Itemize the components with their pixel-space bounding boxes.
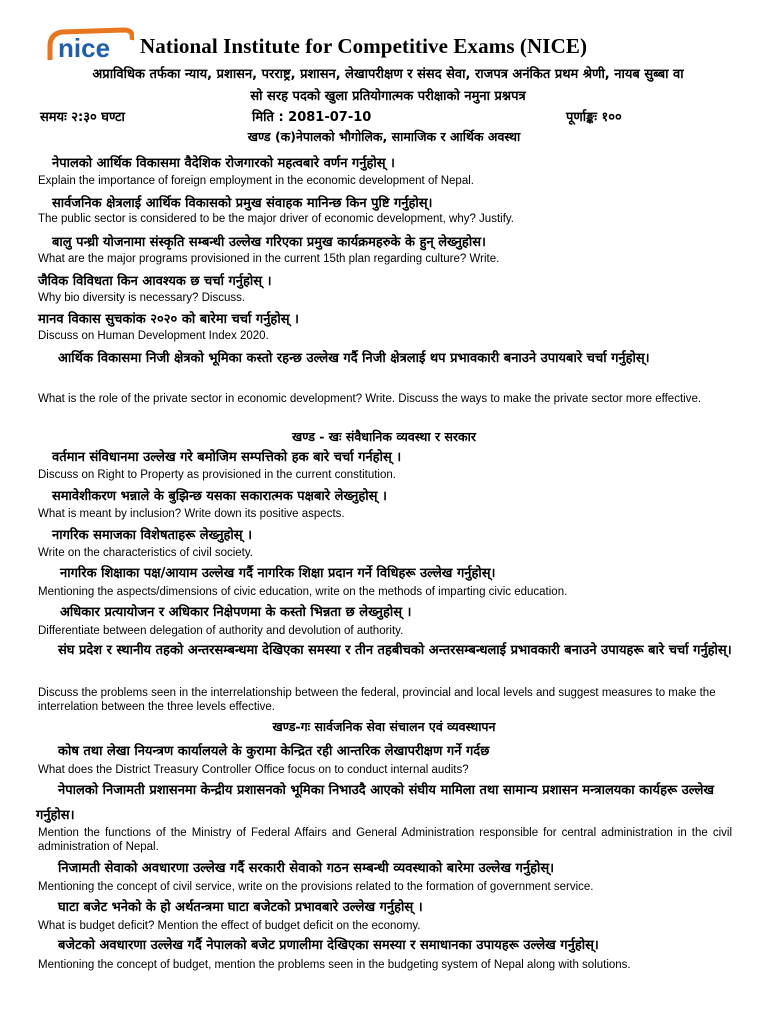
question-np: जैविक विविधता किन आवश्यक छ चर्चा गर्नुहोस् । bbox=[38, 274, 272, 289]
question-np: मानव विकास सुचकांक २०२० को बारेमा चर्चा गर्नुहोस् । bbox=[38, 312, 299, 327]
question-en: What are the major programs provisioned in the current 15th plan regarding culture? Write. bbox=[38, 253, 500, 265]
full-marks: पूर्णाङ्कः १०० bbox=[566, 110, 622, 125]
question-np: नेपालको निजामती प्रशासनमा केन्द्रीय प्रशासनको भूमिका निभाउदै आएको संघीय मामिला तथा सामान्य प्रशासन मन्त्रालयका कार्यहरू उल्लेख गर्नुहोस। bbox=[36, 783, 715, 823]
question-np: नागरिक समाजका विशेषताहरू लेख्नुहोस् । bbox=[52, 528, 253, 543]
question-np: नेपालको आर्थिक विकासमा वैदेशिक रोजगारको महत्वबारे वर्णन गर्नुहोस् । bbox=[52, 156, 395, 171]
question-en: Explain the importance of foreign employment in the economic development of Nepal. bbox=[38, 175, 474, 187]
question-np: बजेटको अवधारणा उल्लेख गर्दै नेपालको बजेट प्रणालीमा देखिएका समस्या र समाधानका उपायहरू उल्लेख गर्नुहोस्। bbox=[58, 938, 599, 953]
question-en: Mentioning the concept of budget, mention the problems seen in the budgeting system of Nepal along with solutions. bbox=[38, 959, 631, 971]
question-en: Why bio diversity is necessary? Discuss. bbox=[38, 292, 246, 304]
question-en: Mentioning the concept of civil service, write on the provisions related to the formation of government service. bbox=[38, 881, 594, 893]
exam-date: मिति : 2081-07-10 bbox=[252, 110, 372, 125]
question-en: Differentiate between delegation of authority and devolution of authority. bbox=[38, 625, 404, 637]
logo-text: nice bbox=[58, 33, 111, 62]
page-title: National Institute for Competitive Exams (NICE) bbox=[140, 34, 588, 58]
question-np: घाटा बजेट भनेको के हो अर्थतन्त्रमा घाटा बजेटको प्रभावबारे उल्लेख गर्नुहोस् । bbox=[58, 900, 423, 915]
question-np: आर्थिक विकासमा निजी क्षेत्रको भूमिका कस्तो रहन्छ उल्लेख गर्दै निजी क्षेत्रलाई थप प्रभावकारी बनाउने उपायबारे चर्चा गर्नुहोस्। bbox=[58, 351, 650, 366]
question-en: What is meant by inclusion? Write down its positive aspects. bbox=[38, 508, 345, 520]
section-heading: खण्ड-गः सार्वजनिक सेवा संचालन एवं व्यवस्थापन bbox=[272, 719, 496, 734]
question-en: Mention the functions of the Ministry of Federal Affairs and General Administration responsible for central administration in the civil administration of Nepal. bbox=[38, 827, 732, 853]
question-en: The public sector is considered to be the major driver of economic development, why? Justify. bbox=[38, 213, 514, 225]
exam-time: समयः २:३० घण्टा bbox=[40, 110, 125, 125]
question-np: कोष तथा लेखा नियन्त्रण कार्यालयले के कुरामा केन्द्रित रही आन्तरिक लेखापरीक्षण गर्ने गर्दछ bbox=[58, 744, 490, 759]
question-np: सार्वजनिक क्षेत्रलाई आर्थिक विकासको प्रमुख संवाहक मानिन्छ किन पुष्टि गर्नुहोस्। bbox=[52, 196, 433, 211]
section-heading: खण्ड (क)नेपालको भौगोलिक, सामाजिक र आर्थिक अवस्था bbox=[247, 129, 521, 144]
question-en: Write on the characteristics of civil society. bbox=[38, 547, 253, 559]
question-np: बालु पन्ध्री योजनामा संस्कृति सम्बन्धी उल्लेख गरिएका प्रमुख कार्यक्रमहरुके के हुन् लेख्नुहोस। bbox=[52, 235, 486, 250]
question-en: Discuss the problems seen in the interrelationship between the federal, provincial and local levels and suggest measures to make the interrelation between the three levels effective. bbox=[38, 687, 716, 713]
question-np: समावेशीकरण भन्नाले के बुझिन्छ यसका सकारात्मक पक्षबारे लेख्नुहोस् । bbox=[52, 489, 387, 504]
question-np: निजामती सेवाको अवधारणा उल्लेख गर्दै सरकारी सेवाको गठन सम्बन्धी व्यवस्थाको बारेमा उल्लेख गर्नुहोस्। bbox=[58, 861, 555, 876]
question-en: Discuss on Right to Property as provisioned in the current constitution. bbox=[38, 469, 396, 481]
question-en: Mentioning the aspects/dimensions of civic education, write on the methods of imparting civic education. bbox=[38, 586, 568, 598]
question-np: वर्तमान संविधानमा उल्लेख गरे बमोजिम सम्पत्तिको हक बारे चर्चा गर्नहोस् । bbox=[52, 450, 402, 465]
question-en: What does the District Treasury Controller Office focus on to conduct internal audits? bbox=[38, 764, 469, 776]
question-en: Discuss on Human Development Index 2020. bbox=[38, 330, 269, 342]
question-np: नागरिक शिक्षाका पक्ष/आयाम उल्लेख गर्दै नागरिक शिक्षा प्रदान गर्ने विधिहरू उल्लेख गर्नुहोस्। bbox=[60, 566, 496, 581]
question-en: What is the role of the private sector in economic development? Write. Discuss the ways to make the private sector more effective. bbox=[38, 393, 702, 405]
subtitle-line-1: अप्राविधिक तर्फका न्याय, प्रशासन, परराष्ट्र, प्रशासन, लेखापरीक्षण र संसद सेवा, राजपत्र अनंकित प्रथम श्रेणी, नायब सुब्बा वा bbox=[92, 67, 684, 82]
subtitle-line-2: सो सरह पदको खुला प्रतियोगात्मक परीक्षाको नमुना प्रश्नपत्र bbox=[250, 89, 526, 104]
question-np: अधिकार प्रत्यायोजन र अधिकार निक्षेपणमा के कस्तो भिन्नता छ लेख्नुहोस् । bbox=[60, 605, 412, 620]
nice-logo bbox=[44, 26, 134, 62]
question-en: What is budget deficit? Mention the effect of budget deficit on the economy. bbox=[38, 920, 421, 932]
section-heading: खण्ड - खः संवैधानिक व्यवस्था र सरकार bbox=[292, 429, 476, 444]
question-np: संघ प्रदेश र स्थानीय तहको अन्तरसम्बन्धमा देखिएका समस्या र तीन तहबीचको अन्तरसम्बन्धलाई प्रभावकारी बनाउने उपायहरू बारे चर्चा गर्नुहोस्। bbox=[58, 643, 732, 658]
